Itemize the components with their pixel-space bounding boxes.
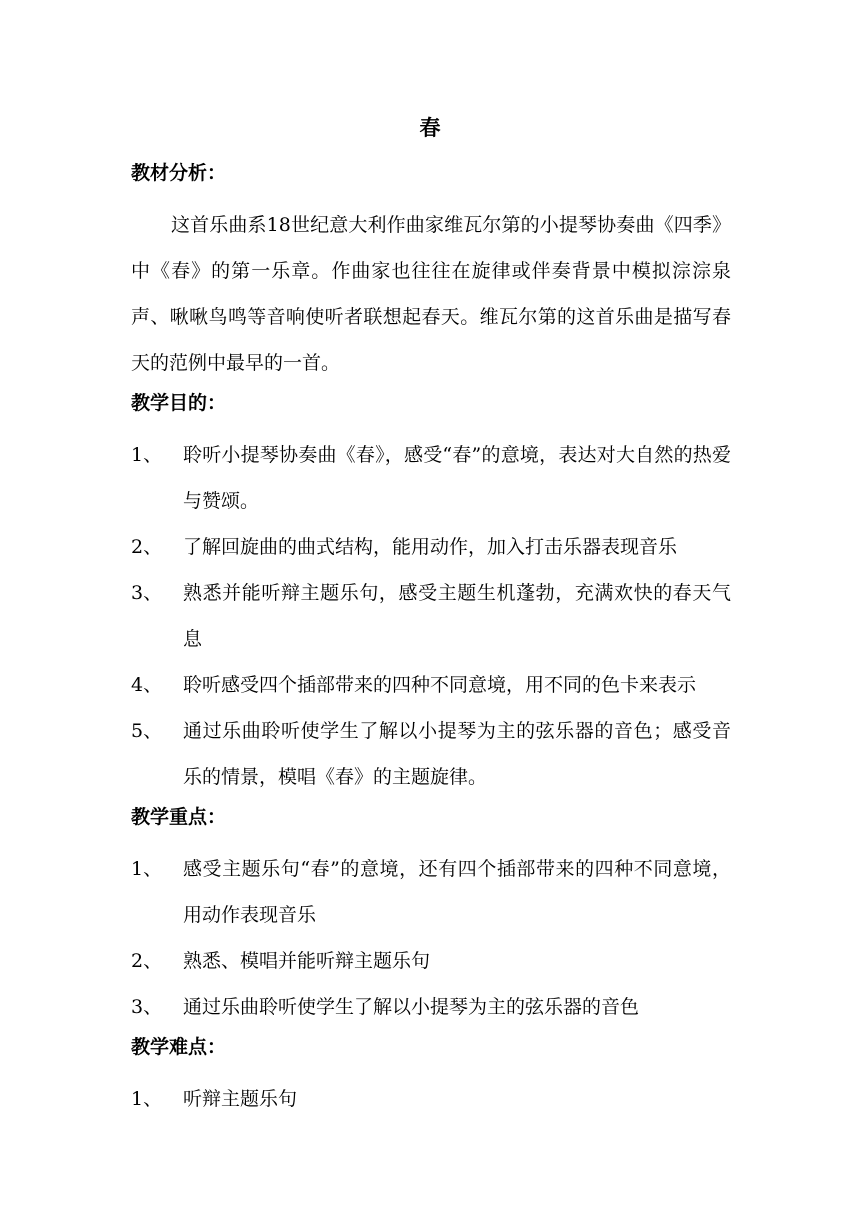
key-point-item xyxy=(131,984,731,1030)
key-point-number: 2、 xyxy=(131,950,163,972)
key-point-number: 3、 xyxy=(131,996,163,1018)
key-point-text: 熟悉、模唱并能听辩主题乐句 xyxy=(183,950,431,972)
section-heading-key-points: 教学重点： xyxy=(131,806,227,828)
goal-item xyxy=(131,708,731,800)
goal-item-text: 聆听小提琴协奏曲《春》，感受“春”的意境，表达对大自然的热爱与赞颂。 xyxy=(183,444,731,512)
key-point-number: 1、 xyxy=(131,858,163,880)
goal-item-number: 1、 xyxy=(131,444,163,466)
goal-item-number: 5、 xyxy=(131,720,163,742)
key-point-text: 感受主题乐句“春”的意境，还有四个插部带来的四种不同意境，用动作表现音乐 xyxy=(183,858,731,926)
goal-item xyxy=(131,570,731,662)
difficulty-text: 听辩主题乐句 xyxy=(183,1088,298,1110)
difficulty-number: 1、 xyxy=(131,1088,163,1110)
section-heading-difficulties: 教学难点： xyxy=(131,1036,227,1058)
section-heading-goals: 教学目的： xyxy=(131,392,227,414)
analysis-paragraph: 这首乐曲系18世纪意大利作曲家维瓦尔第的小提琴协奏曲《四季》中《春》的第一乐章。作曲家也往往在旋律或伴奏背景中模拟淙淙泉声、啾啾鸟鸣等音响使听者联想起春天。维瓦尔第的这首乐曲是描写春天的范例中最早的一首。 xyxy=(131,214,731,374)
goal-item-text: 熟悉并能听辩主题乐句，感受主题生机蓬勃，充满欢快的春天气息 xyxy=(183,582,731,650)
goal-item-number: 2、 xyxy=(131,536,163,558)
goal-item xyxy=(131,662,731,708)
key-point-item xyxy=(131,938,731,984)
difficulty-item xyxy=(131,1076,731,1122)
goal-item-number: 3、 xyxy=(131,582,163,604)
key-point-text: 通过乐曲聆听使学生了解以小提琴为主的弦乐器的音色 xyxy=(183,996,640,1018)
goal-item xyxy=(131,432,731,524)
section-heading-analysis: 教材分析： xyxy=(131,162,227,184)
goal-item xyxy=(131,524,731,570)
document-title: 春 xyxy=(419,115,441,140)
goal-item-number: 4、 xyxy=(131,674,163,696)
goal-item-text: 了解回旋曲的曲式结构，能用动作，加入打击乐器表现音乐 xyxy=(183,536,678,558)
key-point-item xyxy=(131,846,731,938)
document-body xyxy=(131,156,731,1122)
goal-item-text: 聆听感受四个插部带来的四种不同意境，用不同的色卡来表示 xyxy=(183,674,697,696)
goal-item-text: 通过乐曲聆听使学生了解以小提琴为主的弦乐器的音色；感受音乐的情景，模唱《春》的主题旋律。 xyxy=(183,720,731,788)
